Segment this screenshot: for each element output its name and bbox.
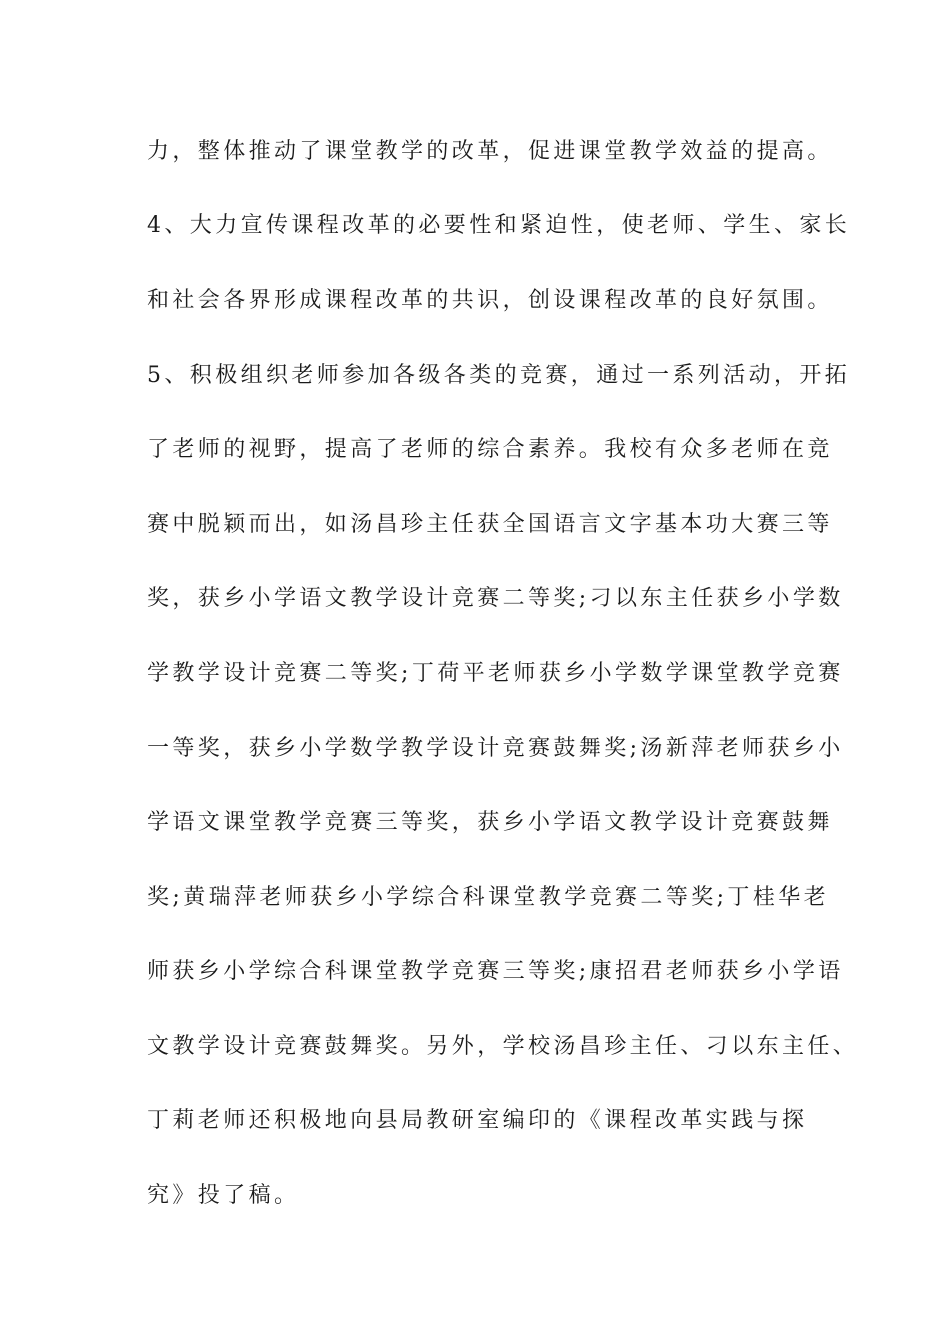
text-line: 一等奖，获乡小学数学教学设计竞赛鼓舞奖;汤新萍老师获乡小 bbox=[147, 736, 844, 761]
text-line: 奖，获乡小学语文教学设计竞赛二等奖;刁以东主任获乡小学数 bbox=[147, 586, 844, 611]
text-line: 4、大力宣传课程改革的必要性和紧迫性，使老师、学生、家长 bbox=[147, 213, 851, 238]
text-line: 赛中脱颖而出，如汤昌珍主任获全国语言文字基本功大赛三等 bbox=[147, 512, 833, 537]
text-line: 究》投了稿。 bbox=[147, 1183, 300, 1208]
text-line: 奖;黄瑞萍老师获乡小学综合科课堂教学竞赛二等奖;丁桂华老 bbox=[147, 885, 830, 910]
text-line: 文教学设计竞赛鼓舞奖。另外，学校汤昌珍主任、刁以东主任、 bbox=[147, 1034, 859, 1059]
text-line: 丁莉老师还积极地向县局教研室编印的《课程改革实践与探 bbox=[147, 1108, 808, 1133]
text-line: 力，整体推动了课堂教学的改革，促进课堂教学效益的提高。 bbox=[147, 139, 833, 164]
text-line: 5、积极组织老师参加各级各类的竞赛，通过一系列活动，开拓 bbox=[147, 363, 851, 388]
text-line: 了老师的视野，提高了老师的综合素养。我校有众多老师在竞 bbox=[147, 437, 833, 462]
text-line: 师获乡小学综合科课堂教学竞赛三等奖;康招君老师获乡小学语 bbox=[147, 959, 844, 984]
text-line: 和社会各界形成课程改革的共识，创设课程改革的良好氛围。 bbox=[147, 288, 833, 313]
text-line: 学语文课堂教学竞赛三等奖，获乡小学语文教学设计竞赛鼓舞 bbox=[147, 810, 833, 835]
text-line: 学教学设计竞赛二等奖;丁荷平老师获乡小学数学课堂教学竞赛 bbox=[147, 661, 844, 686]
